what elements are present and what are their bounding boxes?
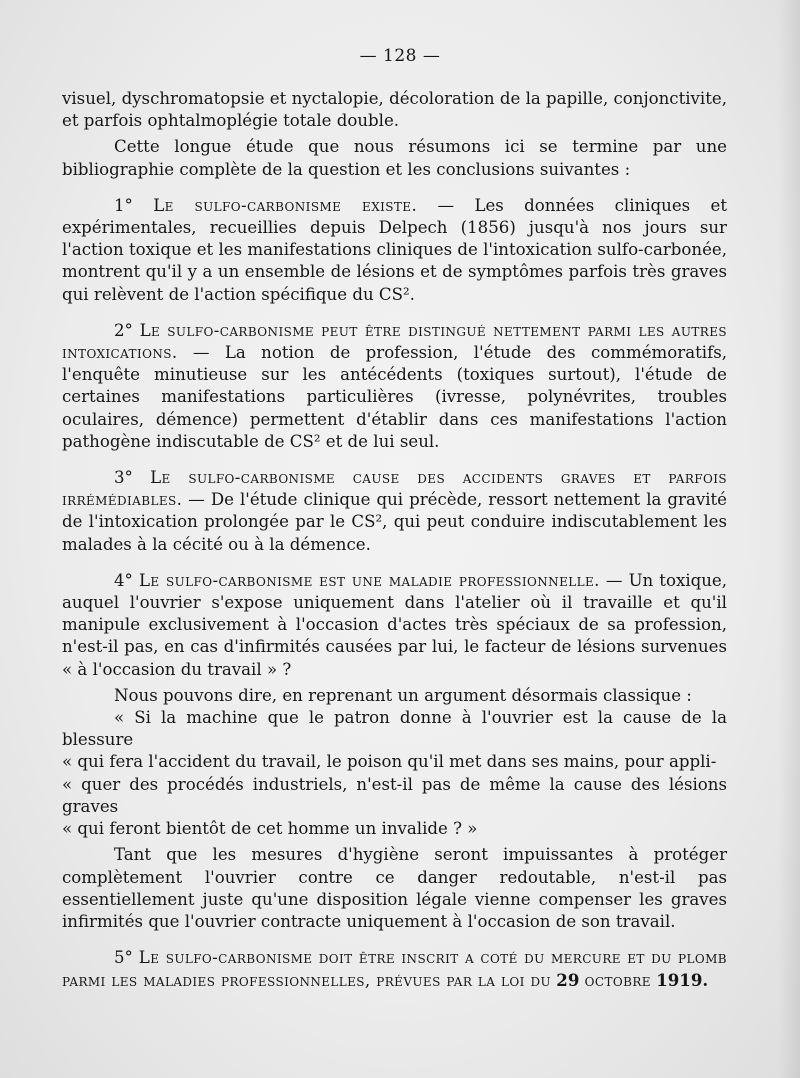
conclusion-4-number: 4° xyxy=(114,570,133,590)
conclusion-5-month: octobre xyxy=(584,971,651,991)
body-text xyxy=(62,88,727,993)
conclusion-2-heading: Le sulfo-carbonisme peut être distingué nettement parmi les autres intoxications. xyxy=(62,320,727,363)
paragraph-hygiene: Tant que les mesures d'hygiène seront impuissantes à protéger complètement l'ouvrier contre ce danger redoutable, n'est-il pas essentiellement juste qu'une disposition légale vienne compenser les graves infirmités que l'ouvrier contracte uniquement à l'occasion de son travail. xyxy=(62,845,727,931)
conclusion-3 xyxy=(62,467,727,556)
conclusion-3-heading: Le sulfo-carbonisme cause des accidents graves et parfois irrémédiables. xyxy=(62,468,727,510)
quote-line: « Si la machine que le patron donne à l'ouvrier est la cause de la blessure xyxy=(62,708,727,750)
conclusion-5-number: 5° xyxy=(114,948,133,968)
paragraph-argument: Nous pouvons dire, en reprenant un argument désormais classique : xyxy=(114,685,692,705)
conclusion-2-text: — La notion de profession, l'étude des commémoratifs, l'enquête minutieuse sur les antécédents (toxiques surtout), l'étude de certaines manifestations particulières (ivresse, polynévrites, troubles oculaires, démence) permettent d'établir dans ces manifestations l'action pathogène indiscutable de CS² et de lui seul. xyxy=(62,343,727,451)
quotation xyxy=(62,707,727,840)
conclusion-3-text: — De l'étude clinique qui précède, ressort nettement la gravité de l'intoxication prolongée par le CS², qui peut conduire indiscutablement les malades à la cécité ou à la démence. xyxy=(62,490,728,554)
page-number: — 128 — xyxy=(359,46,441,66)
paragraph-intro: Cette longue étude que nous résumons ici se termine par une bibliographie complète de la question et les conclusions suivantes : xyxy=(62,137,727,179)
conclusion-2-number: 2° xyxy=(114,320,133,340)
conclusion-1 xyxy=(62,195,727,306)
conclusion-1-text: — Les données cliniques et expérimentales, recueillies depuis Delpech (1856) jusqu'à nos jours sur l'action toxique et les manifestations cliniques de l'intoxication sulfo-carbonée, montrent qu'il y a un ensemble de lésions et de symptômes parfois très graves qui relèvent de l'action spécifique du CS². xyxy=(62,195,728,304)
conclusion-4 xyxy=(62,570,727,681)
conclusion-5-heading: Le sulfo-carbonisme doit être inscrit a coté du mercure et du plomb parmi les maladies professionnelles, prévues par la loi du xyxy=(62,948,727,991)
paragraph-continued: visuel, dyschromatopsie et nyctalopie, décoloration de la papille, conjonctivite, et parfois ophtalmoplégie totale double. xyxy=(62,89,727,131)
conclusion-5-year: 1919. xyxy=(656,970,709,991)
conclusion-2 xyxy=(62,320,727,453)
conclusion-5-date: 29 xyxy=(556,970,580,991)
conclusion-4-text: — Un toxique, auquel l'ouvrier s'expose uniquement dans l'atelier où il travaille et qu'il manipule exclusivement à l'occasion d'actes très spéciaux de sa profession, n'est-il pas, en cas d'infirmités causées par lui, le facteur de lésions survenues « à l'occasion du travail » ? xyxy=(62,570,728,679)
quote-line: « quer des procédés industriels, n'est-il pas de même la cause des lésions graves xyxy=(62,774,727,816)
quote-line: « qui feront bientôt de cet homme un invalide ? » xyxy=(62,819,478,839)
conclusion-1-number: 1° xyxy=(114,195,133,215)
page-edge-shadow xyxy=(778,0,800,1078)
conclusion-1-heading: Le sulfo-carbonisme existe. xyxy=(153,195,418,215)
quote-line: « qui fera l'accident du travail, le poison qu'il met dans ses mains, pour appli- xyxy=(62,752,717,772)
conclusion-4-heading: Le sulfo-carbonisme est une maladie professionnelle. xyxy=(138,570,600,590)
conclusion-5 xyxy=(62,947,727,992)
conclusion-3-number: 3° xyxy=(114,468,133,488)
